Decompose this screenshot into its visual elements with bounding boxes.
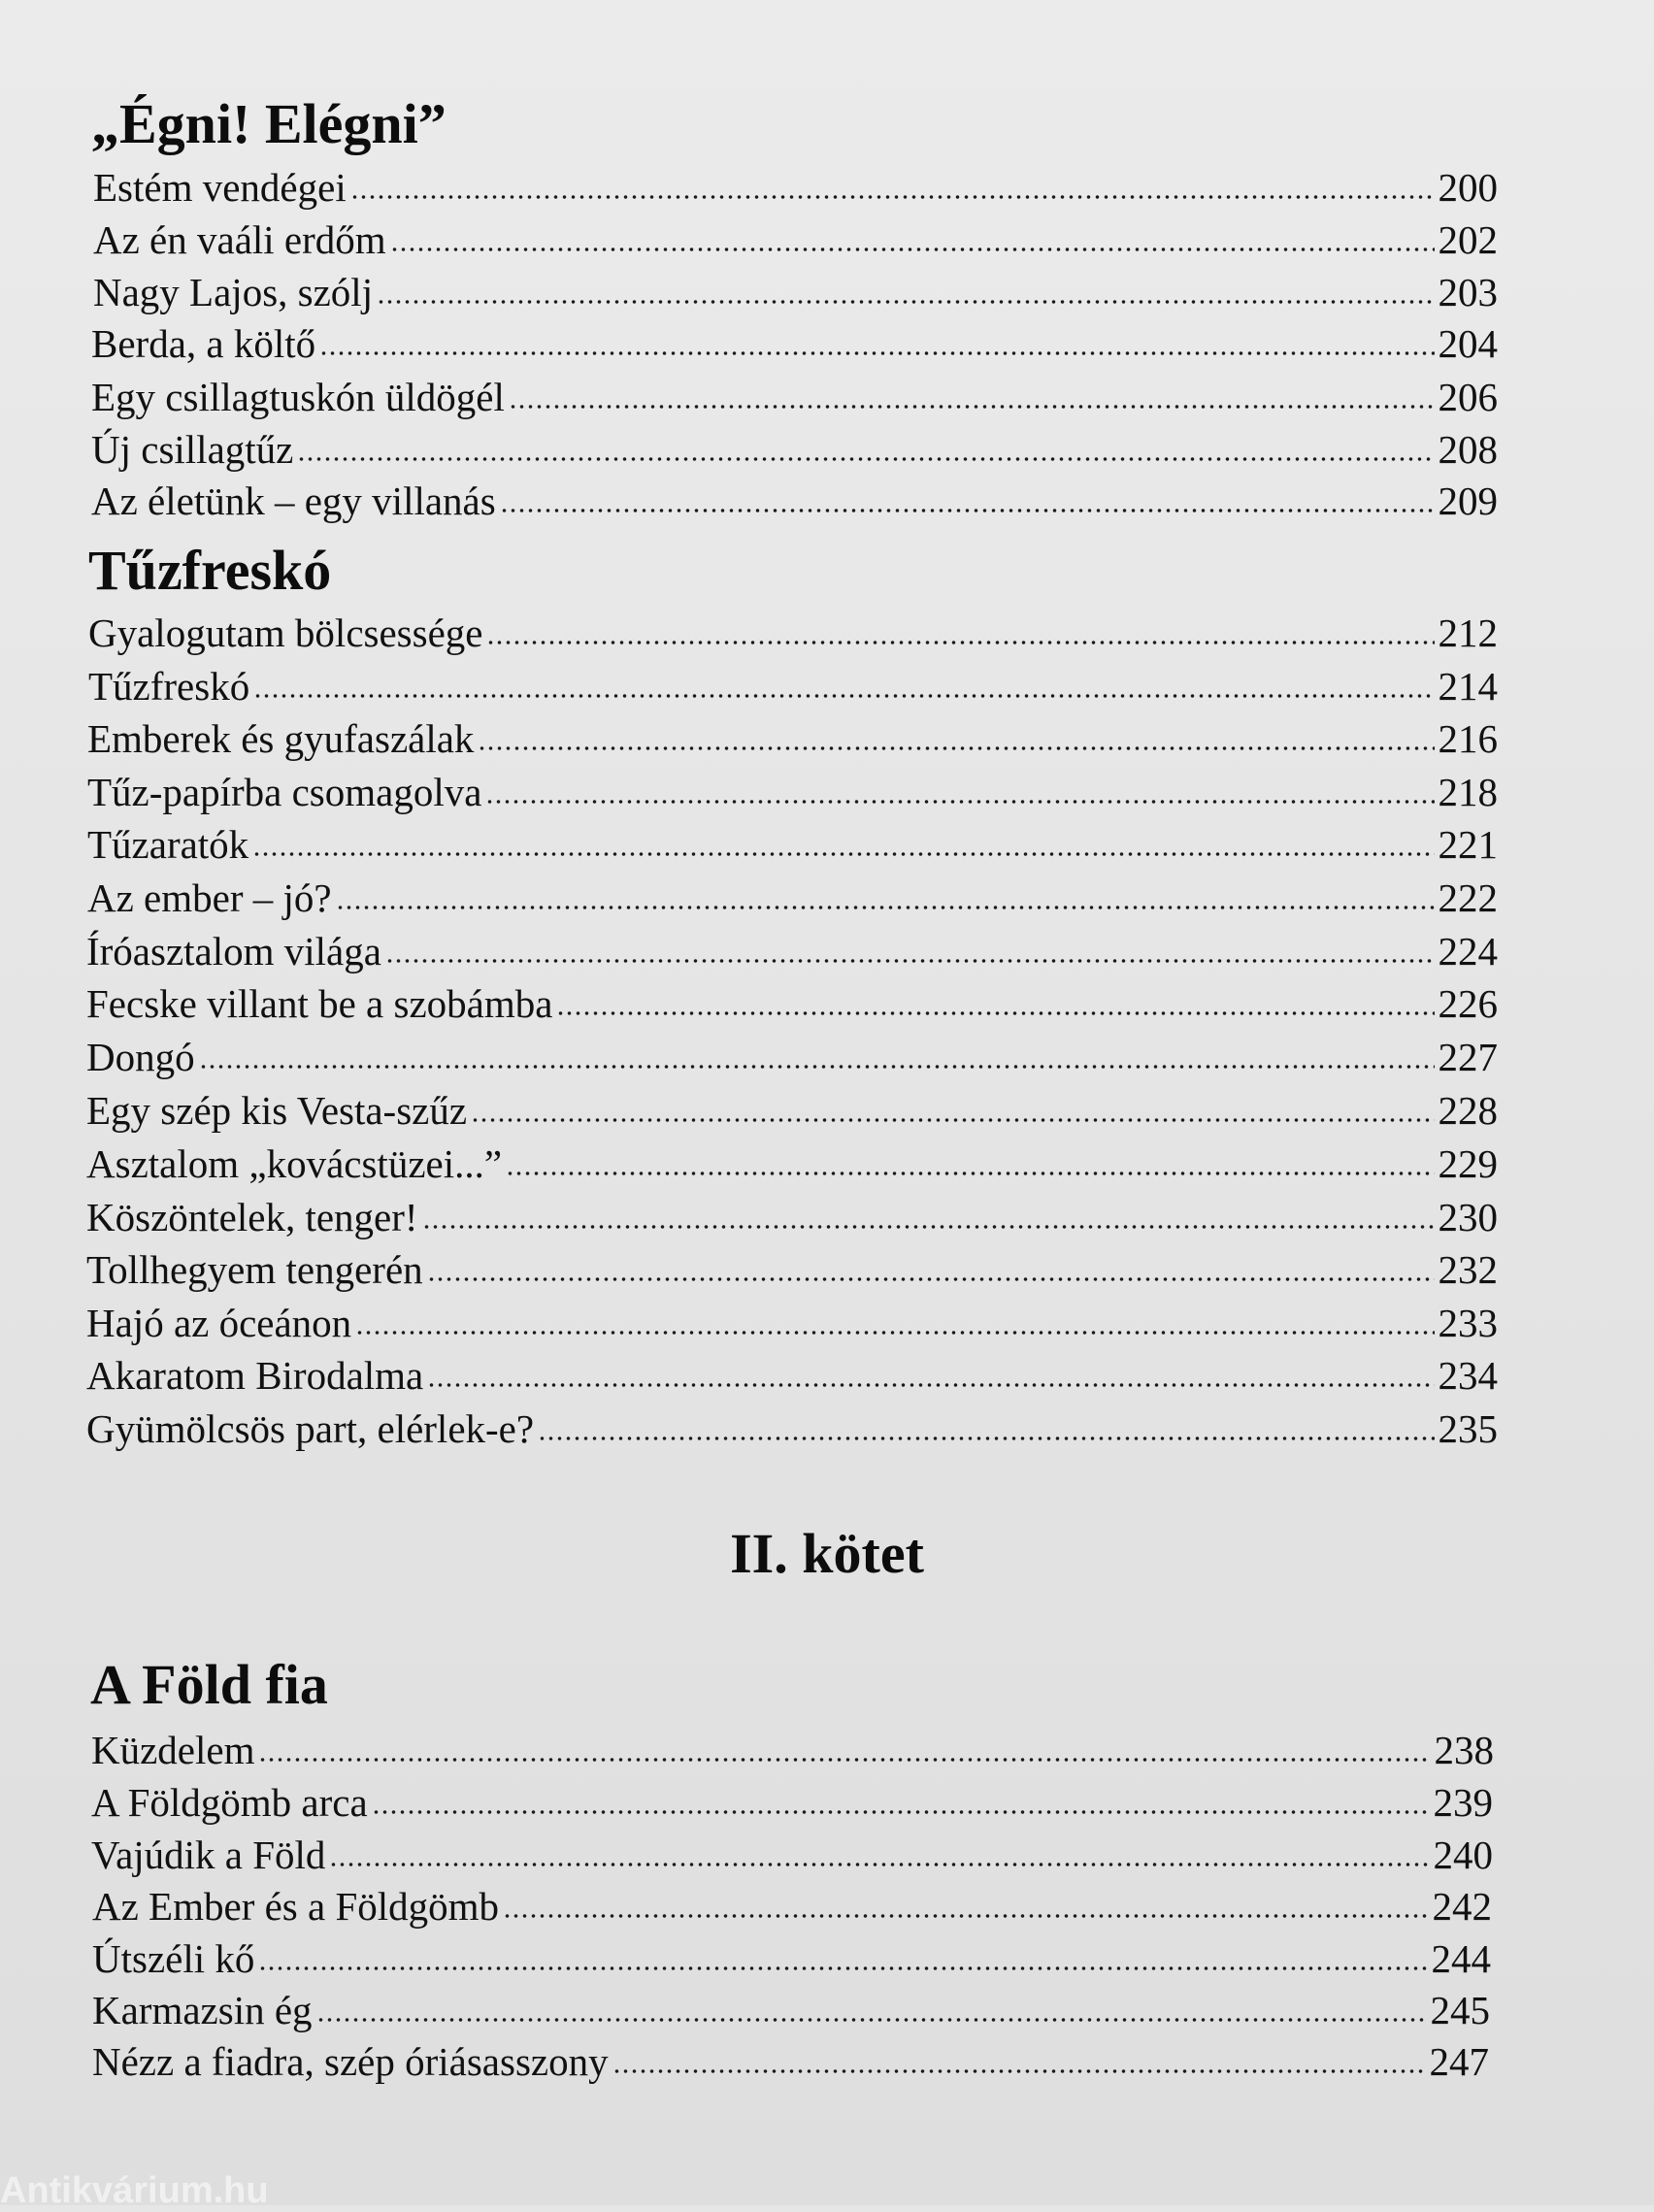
dot-leader xyxy=(506,1163,1434,1176)
dot-leader xyxy=(297,448,1434,462)
toc-entry xyxy=(86,1349,1498,1398)
entry-page-number: 209 xyxy=(1438,479,1498,523)
entry-title: Nézz a fiadra, szép óriásasszony xyxy=(92,2039,609,2084)
entry-page-number: 238 xyxy=(1434,1728,1494,1772)
entry-title: Vajúdik a Föld xyxy=(91,1832,326,1877)
toc-entry xyxy=(92,1984,1490,2032)
dot-leader xyxy=(377,291,1434,305)
dot-leader xyxy=(390,239,1435,252)
entry-page-number: 247 xyxy=(1429,2039,1489,2084)
entry-title: Hajó az óceánon xyxy=(86,1301,352,1345)
entry-title: Estém vendégei xyxy=(93,165,347,210)
dot-leader xyxy=(355,1322,1434,1336)
entry-page-number: 233 xyxy=(1438,1301,1498,1345)
entry-title: Egy szép kis Vesta-szűz xyxy=(86,1088,468,1133)
toc-entry xyxy=(92,1932,1491,1981)
toc-entry xyxy=(92,1880,1492,1929)
toc-entry xyxy=(87,818,1498,867)
section-heading: A Föld fia xyxy=(90,1653,328,1716)
entry-page-number: 229 xyxy=(1438,1141,1498,1186)
entry-title: Küzdelem xyxy=(91,1728,255,1772)
entry-title: Az Ember és a Földgömb xyxy=(92,1884,500,1929)
entry-page-number: 214 xyxy=(1438,664,1498,709)
entry-title: Gyümölcsös part, elérlek-e? xyxy=(86,1406,535,1451)
toc-entry xyxy=(86,1191,1498,1239)
dot-leader xyxy=(556,1003,1434,1016)
dot-leader xyxy=(199,1056,1435,1070)
entry-title: Asztalom „kovácstüzei...” xyxy=(86,1141,503,1186)
entry-title: Útszéli kő xyxy=(92,1936,255,1981)
entry-page-number: 206 xyxy=(1438,375,1498,419)
dot-leader xyxy=(385,950,1435,964)
toc-entry xyxy=(86,1138,1498,1186)
entry-title: Berda, a költő xyxy=(91,321,316,366)
entry-page-number: 204 xyxy=(1438,321,1498,366)
dot-leader xyxy=(485,791,1434,805)
entry-title: Köszöntelek, tenger! xyxy=(86,1195,418,1239)
entry-title: Tűz-papírba csomagolva xyxy=(87,770,482,814)
dot-leader xyxy=(336,897,1435,910)
entry-title: Tollhegyem tengerén xyxy=(86,1247,423,1292)
toc-entry xyxy=(87,766,1498,814)
dot-leader xyxy=(612,2061,1426,2074)
entry-title: Emberek és gyufaszálak xyxy=(87,716,475,761)
entry-page-number: 242 xyxy=(1432,1884,1492,1929)
toc-entry xyxy=(93,161,1498,210)
dot-leader xyxy=(427,1269,1435,1282)
entry-title: Dongó xyxy=(86,1035,195,1079)
entry-title: Nagy Lajos, szólj xyxy=(93,270,374,314)
entry-title: Egy csillagtuskón üldögél xyxy=(91,375,505,419)
dot-leader xyxy=(471,1109,1434,1123)
dot-leader xyxy=(372,1801,1430,1815)
toc-entry xyxy=(86,1243,1498,1292)
toc-entry xyxy=(91,317,1498,366)
dot-leader xyxy=(478,738,1434,751)
entry-page-number: 230 xyxy=(1438,1195,1498,1239)
entry-title: Az életünk – egy villanás xyxy=(91,479,496,523)
entry-page-number: 222 xyxy=(1438,875,1498,920)
entry-title: Tűzfreskó xyxy=(88,664,250,709)
section-heading: „Égni! Elégni” xyxy=(91,92,447,155)
toc-entry xyxy=(86,1084,1498,1133)
toc-entry xyxy=(87,872,1498,920)
toc-entry xyxy=(91,423,1498,472)
toc-entry xyxy=(91,1829,1493,1877)
dot-leader xyxy=(258,1958,1427,1971)
entry-title: Gyalogutam bölcsessége xyxy=(88,611,483,655)
toc-entry xyxy=(86,977,1498,1026)
entry-page-number: 227 xyxy=(1438,1035,1498,1079)
entry-page-number: 234 xyxy=(1438,1353,1498,1398)
dot-leader xyxy=(253,685,1434,699)
entry-page-number: 228 xyxy=(1438,1088,1498,1133)
dot-leader xyxy=(316,2009,1427,2023)
toc-entry xyxy=(86,1403,1498,1451)
entry-page-number: 218 xyxy=(1438,770,1498,814)
entry-page-number: 221 xyxy=(1438,822,1498,867)
entry-page-number: 200 xyxy=(1438,165,1498,210)
entry-title: Az ember – jó? xyxy=(87,875,332,920)
entry-title: Új csillagtűz xyxy=(91,427,294,472)
entry-page-number: 226 xyxy=(1438,981,1498,1026)
volume-title: II. kötet xyxy=(730,1522,924,1585)
entry-page-number: 239 xyxy=(1433,1780,1493,1825)
dot-leader xyxy=(538,1428,1434,1441)
dot-leader xyxy=(319,343,1434,356)
entry-page-number: 240 xyxy=(1433,1832,1493,1877)
entry-title: Akaratom Birodalma xyxy=(86,1353,424,1398)
entry-title: Karmazsin ég xyxy=(92,1988,313,2032)
toc-entry xyxy=(87,712,1498,761)
toc-entry xyxy=(86,1031,1498,1079)
toc-entry xyxy=(88,660,1498,709)
toc-entry xyxy=(91,371,1498,419)
dot-leader xyxy=(422,1216,1435,1230)
entry-page-number: 232 xyxy=(1438,1247,1498,1292)
watermark-text: Antikvárium.hu xyxy=(0,2170,269,2211)
dot-leader xyxy=(329,1854,1429,1867)
entry-page-number: 224 xyxy=(1438,929,1498,974)
toc-entry xyxy=(91,1776,1493,1825)
entry-page-number: 245 xyxy=(1430,1988,1490,2032)
dot-leader xyxy=(427,1374,1434,1388)
entry-page-number: 203 xyxy=(1438,270,1498,314)
toc-entry xyxy=(91,1724,1494,1772)
entry-page-number: 202 xyxy=(1438,217,1498,262)
toc-entry xyxy=(86,925,1498,974)
section-heading: Tűzfreskó xyxy=(88,539,332,602)
toc-entry xyxy=(86,1297,1498,1345)
entry-page-number: 235 xyxy=(1438,1406,1498,1451)
entry-title: Az én vaáli erdőm xyxy=(93,217,386,262)
entry-title: A Földgömb arca xyxy=(91,1780,368,1825)
entry-page-number: 212 xyxy=(1438,611,1498,655)
dot-leader xyxy=(258,1749,1430,1763)
toc-entry xyxy=(93,214,1498,262)
entry-page-number: 244 xyxy=(1431,1936,1491,1981)
toc-entry xyxy=(88,607,1498,655)
toc-entry xyxy=(91,475,1498,523)
entry-title: Fecske villant be a szobámba xyxy=(86,981,553,1026)
entry-title: Tűzaratók xyxy=(87,822,249,867)
dot-leader xyxy=(350,186,1435,200)
toc-entry xyxy=(93,266,1498,314)
dot-leader xyxy=(503,1905,1428,1919)
dot-leader xyxy=(486,632,1434,645)
entry-title: Íróasztalom világa xyxy=(86,929,381,974)
dot-leader xyxy=(500,500,1435,513)
dot-leader xyxy=(509,396,1435,410)
entry-page-number: 208 xyxy=(1438,427,1498,472)
dot-leader xyxy=(252,843,1434,857)
toc-entry xyxy=(92,2035,1489,2084)
entry-page-number: 216 xyxy=(1438,716,1498,761)
